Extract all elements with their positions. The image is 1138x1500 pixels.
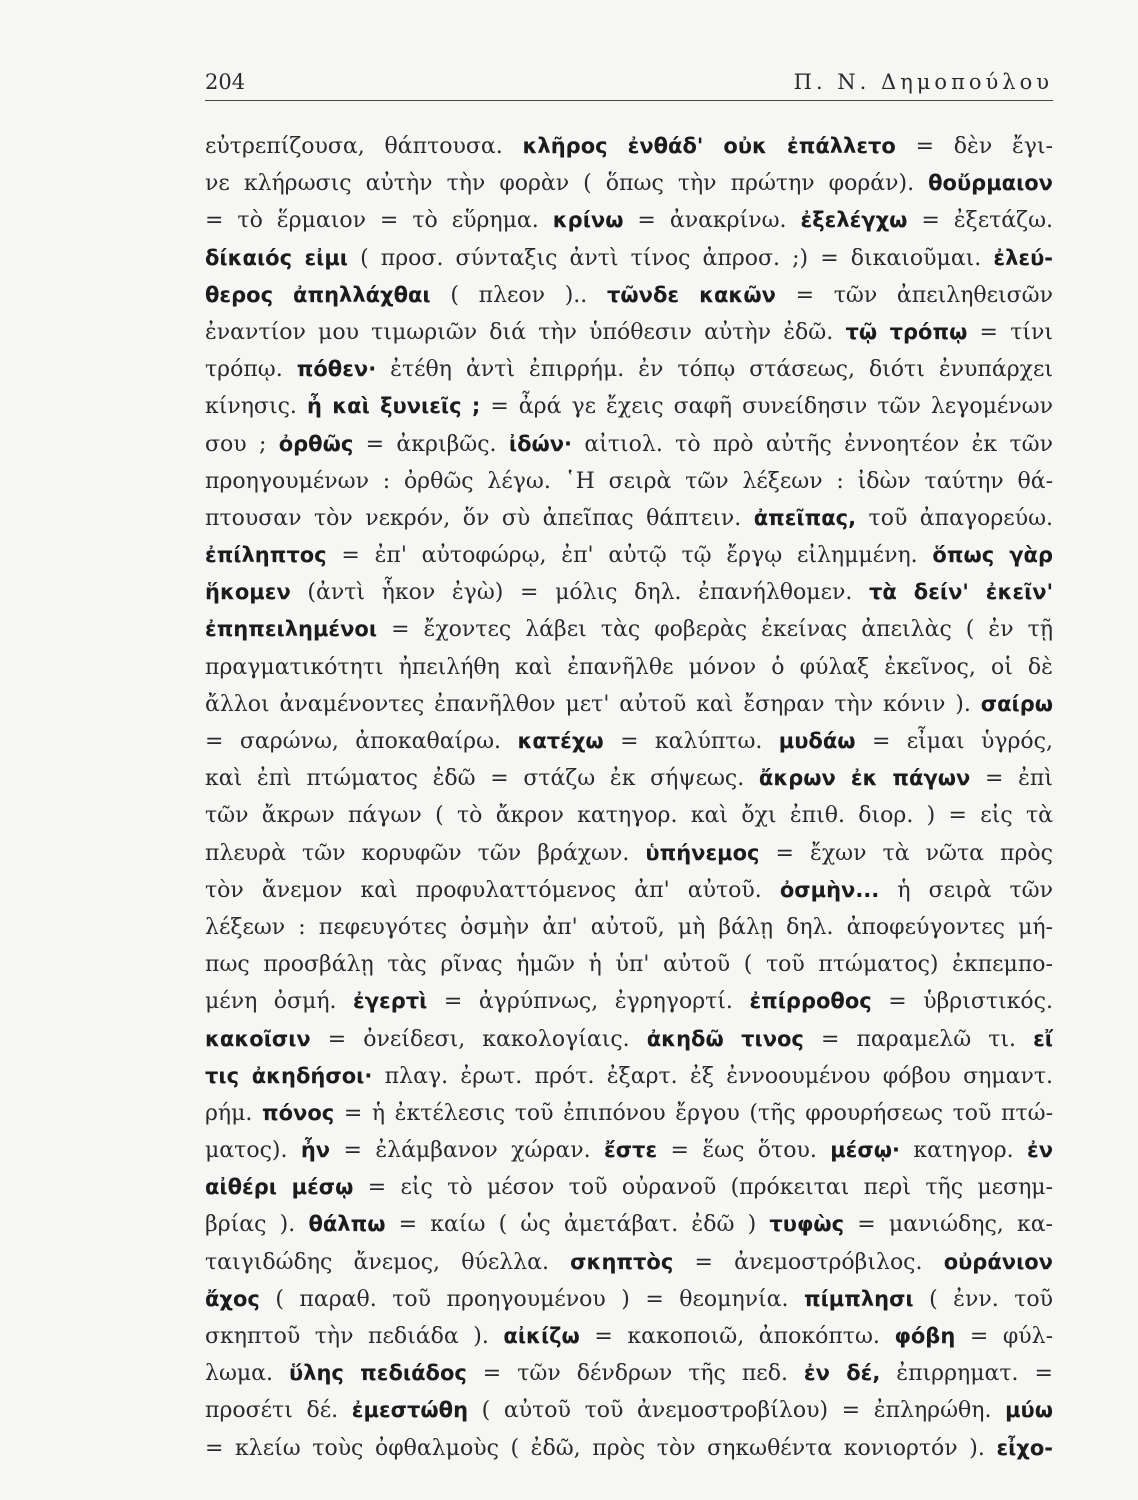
gloss-text: ρήμ. — [205, 1100, 263, 1126]
text-line — [205, 686, 1053, 723]
headword: ὑπήνεμος — [645, 840, 760, 865]
gloss-text: = τὸ ἕρμαιον = τὸ εὕρημα. — [205, 208, 553, 234]
gloss-text: = καλύπτω. — [603, 729, 779, 754]
page-number: 204 — [205, 70, 246, 94]
gloss-text: = ἐξετάζω. — [907, 208, 1053, 234]
text-line — [205, 240, 1053, 277]
gloss-text: = τῶν δένδρων τῆς πεδ. — [466, 1361, 804, 1387]
text-line — [205, 872, 1053, 909]
gloss-text: = ἀνακρίνω. — [623, 208, 801, 234]
page-header — [205, 66, 1053, 100]
headword: σαίρω — [980, 691, 1053, 716]
gloss-text: κατηγορ. — [899, 1138, 1027, 1164]
header-rule — [205, 100, 1053, 101]
gloss-text: καὶ ἐπὶ πτώματος ἐδῶ = στάζω ἐκ σήψεως. — [205, 766, 759, 792]
headword: τις ἀκηδήσοι· — [205, 1063, 373, 1088]
headword: ἐπηπειλημένοι — [205, 617, 378, 642]
text-line — [205, 909, 1053, 946]
gloss-text: ματος). — [205, 1138, 301, 1164]
headword: θοὔρμαιον — [928, 171, 1053, 196]
gloss-text: ἡ σειρὰ τῶν — [879, 877, 1053, 903]
headword: ὀσμὴν... — [779, 877, 880, 902]
text-line — [205, 649, 1053, 686]
gloss-text: ταιγιδώδης ἄνεμος, θύελλα. — [205, 1249, 571, 1275]
gloss-text: = ἀνεμοστρόβιλος. — [673, 1249, 944, 1275]
gloss-text: προηγουμένων : ὀρθῶς λέγω. ῾Η σειρὰ τῶν λέξεων : ἰδὼν ταύτην θά- — [205, 468, 1053, 494]
headword: ὅπως γὰρ — [932, 543, 1053, 568]
gloss-text: = ἐλάμβανον χώραν. — [330, 1138, 604, 1164]
headword: κλῆρος ἐνθάδ' οὐκ ἐπάλλετο — [522, 134, 896, 158]
headword: ἐπίρροθος — [749, 989, 872, 1014]
gloss-text: εὐτρεπίζουσα, θάπτουσα. — [205, 134, 523, 159]
gloss-text: πλευρὰ τῶν κορυφῶν τῶν βράχων. — [205, 840, 646, 866]
text-line — [205, 426, 1053, 463]
gloss-text: ( αὐτοῦ τοῦ ἀνεμοστροβίλου) = ἐπληρώθη. — [468, 1398, 1006, 1424]
headword: ἐν — [1027, 1138, 1053, 1163]
gloss-text: βρίας ). — [205, 1212, 309, 1238]
gloss-text: = καίω ( ὡς ἀμετάβατ. ἐδῶ ) — [385, 1212, 770, 1238]
text-line — [205, 165, 1053, 202]
gloss-text: = ἆρά γε ἔχεις σαφῆ συνείδησιν τῶν λεγομένων — [480, 394, 1053, 420]
gloss-text: = φύλ- — [955, 1324, 1053, 1349]
gloss-text: κίνησις. — [205, 394, 307, 420]
text-line — [205, 1058, 1053, 1095]
text-line — [205, 1132, 1053, 1169]
headword: σκηπτὸς — [570, 1249, 674, 1274]
gloss-text: σκηπτοῦ τὴν πεδιάδα ). — [205, 1324, 504, 1349]
headword: πόνος — [262, 1100, 335, 1125]
text-line — [205, 128, 1053, 165]
gloss-text: = ἔχων τὰ νῶτα πρὸς — [759, 840, 1053, 866]
gloss-text: = τίνι — [967, 319, 1053, 345]
text-line — [205, 723, 1053, 760]
gloss-text: = μανιώδης, κα- — [844, 1212, 1053, 1238]
headword: μύω — [1005, 1398, 1053, 1423]
gloss-text: νε κλήρωσις αὐτὴν τὴν φορὰν ( ὅπως τὴν πρώτην φοράν). — [205, 171, 929, 197]
gloss-text: προσέτι δέ. — [205, 1398, 352, 1424]
headword: ἐμεστώθη — [351, 1398, 469, 1423]
text-line — [205, 797, 1053, 834]
text-line — [205, 1318, 1053, 1355]
gloss-text: = κλείω τοὺς ὀφθαλμοὺς ( ἐδῶ, πρὸς τὸν σηκωθέντα κονιορτόν ). — [205, 1435, 997, 1461]
headword: εἶχο- — [996, 1435, 1053, 1460]
headword: δίκαιός εἰμι — [205, 245, 348, 270]
headword: ἐγερτὶ — [353, 989, 428, 1014]
gloss-text: τὸν ἄνεμον καὶ προφυλαττόμενος ἀπ' αὐτοῦ. — [205, 877, 780, 903]
text-line — [205, 1244, 1053, 1281]
gloss-text: = δὲν ἔγι- — [895, 134, 1053, 159]
headword: οὐράνιον — [943, 1249, 1053, 1274]
headword: ἰδών· — [508, 431, 573, 456]
gloss-text: πραγματικότητι ἠπειλήθη καὶ ἐπανῆλθε μόνον ὁ φύλαξ ἐκεῖνος, οἱ δὲ — [205, 654, 1053, 680]
text-line — [205, 500, 1053, 537]
gloss-text: ἄλλοι ἀναμένοντες ἐπανῆλθον μετ' αὐτοῦ καὶ ἔσηραν τὴν κόνιν ). — [205, 691, 981, 717]
gloss-text: = ὀνείδεσι, κακολογίαις. — [310, 1026, 647, 1052]
headword: ἐξελέγχω — [800, 208, 908, 233]
text-line — [205, 463, 1053, 500]
headword: ἦ καὶ ξυνιεῖς ; — [306, 394, 481, 419]
gloss-text: αἰτιολ. τὸ πρὸ αὐτῆς ἐννοητέον ἐκ τῶν — [572, 431, 1053, 457]
headword: θερος ἀπηλλάχθαι — [205, 282, 431, 307]
text-line — [205, 1169, 1053, 1206]
gloss-text: = ὑβριστικός. — [871, 989, 1053, 1015]
headword: κατέχω — [517, 729, 604, 753]
headword: ἄχος — [205, 1286, 260, 1311]
gloss-text: ( ἐνν. τοῦ — [913, 1286, 1053, 1312]
headword: ἥκομεν — [205, 580, 291, 605]
gloss-text: = σαρώνω, ἀποκαθαίρω. — [205, 729, 518, 754]
gloss-text: = ἐπ' αὐτοφώρῳ, ἐπ' αὐτῷ τῷ ἔργῳ εἰλημμένη. — [326, 543, 933, 569]
gloss-text: λέξεων : πεφευγότες ὀσμὴν ἀπ' αὐτοῦ, μὴ βάλῃ δηλ. ἀποφεύγοντες μή- — [205, 914, 1053, 940]
headword: τὰ δείν' ἐκεῖν' — [868, 580, 1053, 605]
gloss-text: = ἔχοντες λάβει τὰς φοβερὰς ἐκείνας ἀπειλὰς ( ἐν τῇ — [377, 617, 1053, 643]
gloss-text: = εἰς τὸ μέσον τοῦ οὐρανοῦ (πρόκειται περὶ τῆς μεσημ- — [353, 1175, 1053, 1201]
gloss-text: = τῶν ἀπειληθεισῶν — [775, 282, 1053, 308]
text-line — [205, 1281, 1053, 1318]
headword: ἐν δέ, — [803, 1361, 881, 1386]
gloss-text: = ἀγρύπνως, ἐγρηγορτί. — [427, 989, 750, 1015]
headword: αἰθέρι μέσῳ — [205, 1175, 354, 1200]
text-line — [205, 946, 1053, 983]
headword: ἀκηδῶ τινος — [646, 1026, 804, 1051]
headword: τυφὼς — [769, 1212, 845, 1237]
text-line — [205, 1392, 1053, 1429]
gloss-text: ( παραθ. τοῦ προηγουμένου ) = θεομηνία. — [259, 1286, 804, 1312]
text-line — [205, 202, 1053, 239]
gloss-text: σου ; — [205, 431, 279, 457]
gloss-text: = κακοποιῶ, ἀποκόπτω. — [579, 1324, 895, 1349]
headword: τῷ τρόπῳ — [845, 319, 968, 344]
gloss-text: πλαγ. ἐρωτ. πρότ. ἐξαρτ. ἐξ ἐννοουμένου φόβου σημαντ. — [372, 1063, 1053, 1089]
text-line — [205, 388, 1053, 425]
gloss-text: ( πλεον ).. — [430, 282, 607, 308]
headword: μυδάω — [778, 729, 856, 753]
gloss-text: ἐναντίον μου τιμωριῶν διά τὴν ὑπόθεσιν αὐτὴν ἐδῶ. — [205, 319, 846, 345]
text-line — [205, 1355, 1053, 1392]
headword: φόβη — [894, 1324, 956, 1348]
gloss-text: τρόπῳ. — [205, 357, 297, 383]
text-line — [205, 1430, 1053, 1467]
gloss-text: = ἕως ὅτου. — [657, 1138, 831, 1164]
gloss-text: τῶν ἄκρων πάγων ( τὸ ἄκρον κατηγορ. καὶ ὄχι ἐπιθ. διορ. ) = εἰς τὰ — [205, 803, 1053, 829]
text-line — [205, 574, 1053, 611]
text-line — [205, 351, 1053, 388]
running-head: Π. Ν. Δημοπούλου — [793, 70, 1053, 94]
gloss-text: (ἀντὶ ἧκον ἐγὼ) = μόλις δηλ. ἐπανήλθομεν. — [290, 580, 869, 606]
gloss-text: λωμα. — [205, 1361, 290, 1387]
headword: ὕλης πεδιάδος — [289, 1361, 467, 1386]
text-line — [205, 537, 1053, 574]
headword: κρίνω — [552, 208, 624, 233]
text-line — [205, 611, 1053, 648]
headword: πόθεν· — [296, 357, 377, 382]
text-line — [205, 1021, 1053, 1058]
gloss-text: = εἶμαι ὑγρός, — [855, 729, 1053, 754]
gloss-text: = ἀκριβῶς. — [353, 431, 509, 457]
headword: ἔστε — [604, 1138, 658, 1163]
headword: θάλπω — [308, 1212, 386, 1237]
headword: κακοῖσιν — [205, 1026, 311, 1051]
body-text — [205, 128, 1053, 1467]
headword: ἦν — [300, 1138, 331, 1163]
gloss-text: ἐτέθη ἀντὶ ἐπιρρήμ. ἐν τόπῳ στάσεως, διότι ἐνυπάρχει — [376, 357, 1053, 383]
headword: μέσῳ· — [830, 1138, 900, 1163]
gloss-text: ( προσ. σύνταξις ἀντὶ τίνος ἀπροσ. ;) = δικαιοῦμαι. — [347, 245, 994, 271]
text-line — [205, 1206, 1053, 1243]
gloss-text: πως προσβάλῃ τὰς ρῖνας ἡμῶν ἡ ὑπ' αὐτοῦ ( τοῦ πτώματος) ἐκπεμπο- — [205, 952, 1053, 978]
headword: ἐλεύ- — [993, 245, 1053, 270]
gloss-text: ἐπιρρηματ. = — [880, 1361, 1053, 1387]
headword: ὀρθῶς — [278, 431, 354, 456]
headword: ἄκρων ἐκ πάγων — [758, 766, 971, 791]
gloss-text: = παραμελῶ τι. — [803, 1026, 1034, 1052]
text-line — [205, 1095, 1053, 1132]
text-line — [205, 983, 1053, 1020]
headword: εἴ — [1033, 1026, 1053, 1051]
headword: ἐπίληπτος — [205, 543, 327, 568]
headword: αἰκίζω — [503, 1324, 580, 1348]
gloss-text: πτουσαν τὸν νεκρόν, ὅν σὺ ἀπεῖπας θάπτειν. — [205, 505, 754, 531]
text-line — [205, 835, 1053, 872]
gloss-text: τοῦ ἀπαγορεύω. — [856, 505, 1053, 531]
headword: ἀπεῖπας, — [753, 505, 857, 530]
gloss-text: = ἐπὶ — [970, 766, 1053, 792]
gloss-text: = ἡ ἐκτέλεσις τοῦ ἐπιπόνου ἔργου (τῆς φρουρήσεως τοῦ πτώ- — [334, 1100, 1053, 1126]
text-line — [205, 314, 1053, 351]
text-line — [205, 760, 1053, 797]
gloss-text: μένη ὀσμή. — [205, 989, 354, 1015]
headword: πίμπλησι — [803, 1286, 914, 1311]
text-line — [205, 277, 1053, 314]
headword: τῶνδε κακῶν — [607, 282, 776, 307]
